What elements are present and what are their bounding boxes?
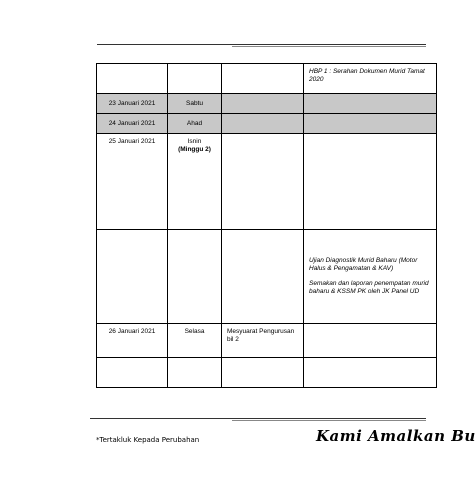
notes-cell	[304, 358, 437, 388]
activity-cell	[222, 134, 304, 230]
date-cell: 24 Januari 2021	[97, 114, 168, 134]
day-cell: Ahad	[168, 114, 222, 134]
bottom-rule	[90, 418, 426, 419]
table-row	[97, 134, 437, 230]
bottom-rule-secondary	[232, 420, 426, 421]
note-text: Ujian Diagnostik Murid Baharu (Motor Halus & Pengamatan & KAV)	[309, 257, 418, 272]
notes-cell	[304, 134, 437, 230]
day-cell: Sabtu	[168, 94, 222, 114]
notes-cell	[304, 230, 437, 324]
note-text: Semakan dan laporan penempatan murid baharu & KSSM PK oleh JK Panel UD	[309, 280, 429, 295]
notes-cell	[304, 64, 437, 94]
week-label: (Minggu 2)	[178, 146, 211, 153]
date-cell	[97, 230, 168, 324]
date-cell: 26 Januari 2021	[97, 324, 168, 358]
notes-cell	[304, 114, 437, 134]
table-row	[97, 358, 437, 388]
date-cell: 23 Januari 2021	[97, 94, 168, 114]
schedule-table	[96, 63, 437, 388]
day-label: Isnin	[187, 138, 202, 145]
day-cell	[168, 134, 222, 230]
activity-cell	[222, 230, 304, 324]
note-text: HBP 1 : Serahan Dokumen Murid Tamat 2020	[309, 68, 425, 83]
top-rule-secondary	[232, 46, 426, 47]
table-row	[97, 324, 437, 358]
activity-cell	[222, 64, 304, 94]
notes-cell	[304, 94, 437, 114]
activity-cell	[222, 358, 304, 388]
top-rule	[97, 44, 426, 45]
table-row	[97, 114, 437, 134]
table-row	[97, 94, 437, 114]
date-cell: 25 Januari 2021	[97, 134, 168, 230]
notes-cell	[304, 324, 437, 358]
footnote: *Tertakluk Kepada Perubahan	[96, 436, 200, 444]
date-cell	[97, 358, 168, 388]
day-cell	[168, 64, 222, 94]
day-cell: Selasa	[168, 324, 222, 358]
motto-text: Kami Amalkan Bu	[316, 427, 476, 445]
table-row	[97, 230, 437, 324]
activity-cell	[222, 94, 304, 114]
day-cell	[168, 358, 222, 388]
activity-cell: Mesyuarat Pengurusan bil 2	[222, 324, 304, 358]
table-row	[97, 64, 437, 94]
date-cell	[97, 64, 168, 94]
activity-cell	[222, 114, 304, 134]
day-cell	[168, 230, 222, 324]
